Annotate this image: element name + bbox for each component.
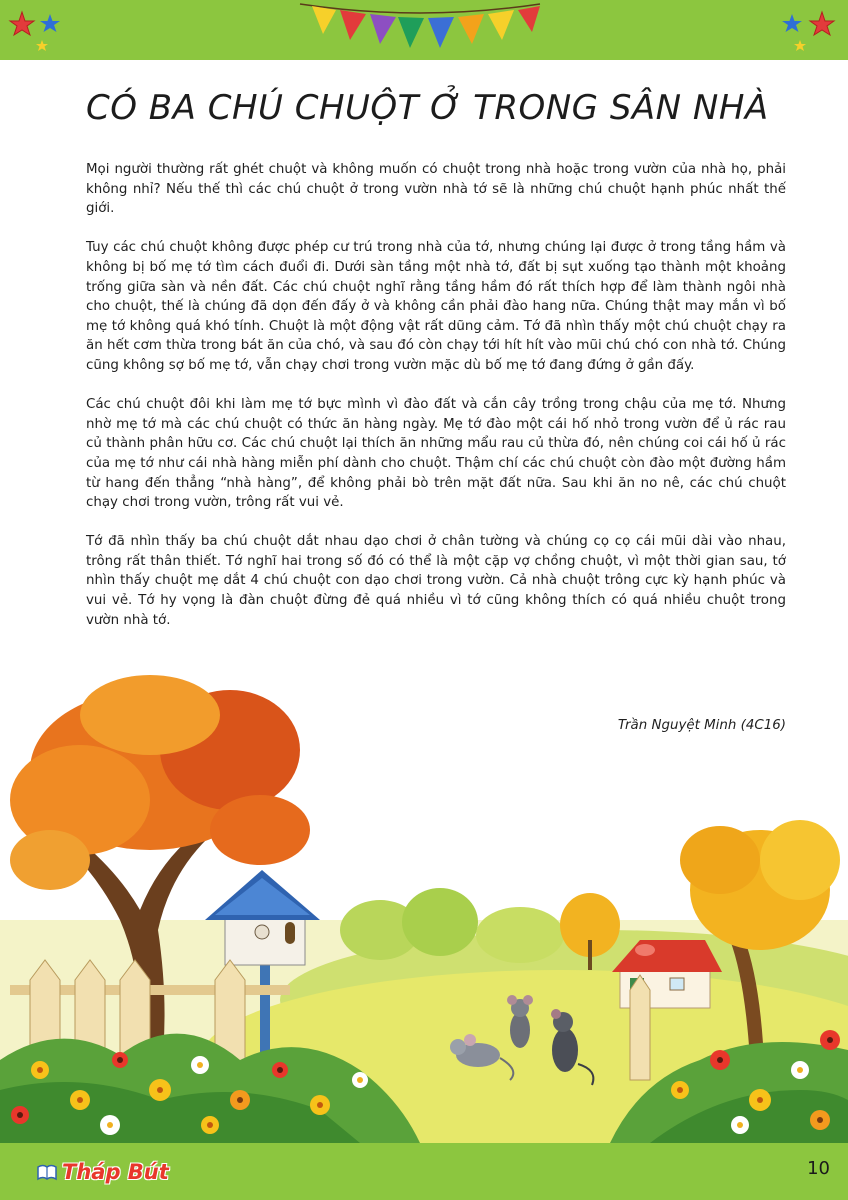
author-credit: Trần Nguyệt Minh (4C16): [617, 718, 786, 733]
paragraph: Tuy các chú chuột không được phép cư trú trong nhà của tớ, nhưng chúng lại được ở trong tầng hầm và không bị bố mẹ tớ tìm cách đuổi đi. Dưới sàn tầng một nhà tớ, đất bị sụt xuống tạo thành một khoảng trống giữa sàn và nền đất. Các chú chuột nghĩ rằng tầng hầm đó rất thích hợp để làm thành ngôi nhà cho chuột, thế là chúng đã dọn đến đấy ở và không cần phải đào hang nữa. Chúng thật may mắn vì bố mẹ tớ không quá khó tính. Chuột là một động vật rất dũng cảm. Tớ đã nhìn thấy một chú chuột chạy ra ăn hết cơm thừa trong bát ăn của chó, và sau đó còn chạy tới hít hít vào mũi chú chó con nhà tớ. Chúng cũng không sợ bố mẹ tớ, vẫn chạy chơi trong vườn mặc dù bố mẹ tớ đang đứng ở gần đấy.: [86, 240, 786, 373]
header-bar: [0, 0, 848, 60]
article-title: CÓ BA CHÚ CHUỘT Ở TRONG SÂN NHÀ: [86, 88, 769, 128]
paragraph: Mọi người thường rất ghét chuột và không muốn có chuột trong nhà hoặc trong vườn của nhà họ, phải không nhỉ? Nếu thế thì các chú chuột ở trong vườn nhà tớ sẽ là những chú chuột hạnh phúc nhất thế giới.: [86, 162, 786, 217]
article-body: [86, 160, 786, 650]
publication-logo: [36, 1155, 169, 1189]
bunting-flags-icon: [300, 4, 540, 48]
paragraph: Các chú chuột đôi khi làm mẹ tớ bực mình vì đào đất và cắn cây trồng trong chậu của mẹ tớ. Nhưng nhờ mẹ tớ mà các chú chuột có thức ăn hàng ngày. Mẹ tớ đào một cái hố nhỏ trong vườn để ủ rác rau củ thành phân hữu cơ. Các chú chuột lại thích ăn những mẩu rau củ thừa đó, nên chúng coi cái hố ủ rác của mẹ tớ như cái nhà hàng miễn phí dành cho chuột. Thậm chí các chú chuột còn đào một đường hầm từ hang đến thẳng “nhà hàng”, để không phải bò trên mặt đất nữa. Sau khi ăn no nê, các chú chuột chạy chơi trong vườn, trông rất vui vẻ.: [86, 397, 786, 511]
page-number: 10: [807, 1158, 830, 1179]
star-icon: [782, 12, 834, 51]
logo-text: Tháp Bút: [62, 1160, 169, 1184]
header-decoration: [0, 0, 848, 60]
star-icon: [10, 12, 60, 51]
garden-illustration: [0, 660, 848, 1143]
book-icon: [36, 1161, 58, 1183]
paragraph: Tớ đã nhìn thấy ba chú chuột dắt nhau dạo chơi ở chân tường và chúng cọ cọ cái mũi dài vào nhau, trông rất thân thiết. Tớ nghĩ hai trong số đó có thể là một cặp vợ chồng chuột, vì một thời gian sau, tớ nhìn thấy chuột mẹ dắt 4 chú chuột con dạo chơi trong vườn. Cả nhà chuột trông cực kỳ hạnh phúc và vui vẻ. Tớ hy vọng là đàn chuột đừng đẻ quá nhiều vì tớ cũng không thích có quá nhiều chuột trong vườn nhà tớ.: [86, 534, 786, 628]
